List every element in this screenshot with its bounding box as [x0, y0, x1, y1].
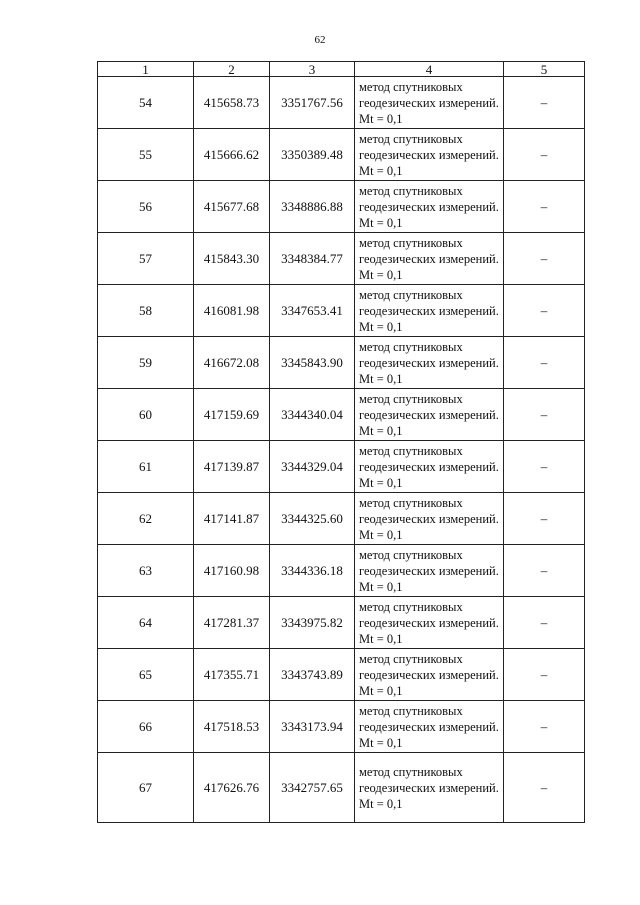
x-coordinate-cell: 415843.30 — [194, 233, 270, 285]
table-row — [98, 649, 585, 701]
note-cell: – — [504, 337, 585, 389]
note-cell: – — [504, 285, 585, 337]
point-number-cell: 60 — [98, 389, 194, 441]
table-row — [98, 545, 585, 597]
note-cell: – — [504, 753, 585, 823]
y-coordinate-cell: 3342757.65 — [270, 753, 355, 823]
table-row — [98, 77, 585, 129]
y-coordinate-cell: 3344329.04 — [270, 441, 355, 493]
x-coordinate-cell: 417159.69 — [194, 389, 270, 441]
table-header-row — [98, 62, 585, 77]
note-cell: – — [504, 441, 585, 493]
column-header: 4 — [355, 62, 504, 77]
table-row — [98, 597, 585, 649]
table-row — [98, 181, 585, 233]
y-coordinate-cell: 3343173.94 — [270, 701, 355, 753]
method-cell: метод спутниковых геодезических измерений. Mt = 0,1 — [355, 597, 504, 649]
x-coordinate-cell: 416081.98 — [194, 285, 270, 337]
method-cell: метод спутниковых геодезических измерений. Mt = 0,1 — [355, 233, 504, 285]
method-cell: метод спутниковых геодезических измерений. Mt = 0,1 — [355, 753, 504, 823]
column-header: 2 — [194, 62, 270, 77]
x-coordinate-cell: 415666.62 — [194, 129, 270, 181]
point-number-cell: 57 — [98, 233, 194, 285]
method-cell: метод спутниковых геодезических измерений. Mt = 0,1 — [355, 129, 504, 181]
method-cell: метод спутниковых геодезических измерений. Mt = 0,1 — [355, 77, 504, 129]
note-cell: – — [504, 181, 585, 233]
method-cell: метод спутниковых геодезических измерений. Mt = 0,1 — [355, 701, 504, 753]
y-coordinate-cell: 3344340.04 — [270, 389, 355, 441]
method-cell: метод спутниковых геодезических измерений. Mt = 0,1 — [355, 181, 504, 233]
note-cell: – — [504, 493, 585, 545]
point-number-cell: 63 — [98, 545, 194, 597]
note-cell: – — [504, 701, 585, 753]
x-coordinate-cell: 416672.08 — [194, 337, 270, 389]
note-cell: – — [504, 77, 585, 129]
column-header: 5 — [504, 62, 585, 77]
note-cell: – — [504, 389, 585, 441]
y-coordinate-cell: 3344325.60 — [270, 493, 355, 545]
note-cell: – — [504, 233, 585, 285]
y-coordinate-cell: 3348384.77 — [270, 233, 355, 285]
point-number-cell: 66 — [98, 701, 194, 753]
note-cell: – — [504, 129, 585, 181]
y-coordinate-cell: 3343743.89 — [270, 649, 355, 701]
x-coordinate-cell: 417141.87 — [194, 493, 270, 545]
point-number-cell: 64 — [98, 597, 194, 649]
note-cell: – — [504, 649, 585, 701]
point-number-cell: 55 — [98, 129, 194, 181]
method-cell: метод спутниковых геодезических измерений. Mt = 0,1 — [355, 545, 504, 597]
method-cell: метод спутниковых геодезических измерений. Mt = 0,1 — [355, 441, 504, 493]
point-number-cell: 61 — [98, 441, 194, 493]
point-number-cell: 65 — [98, 649, 194, 701]
x-coordinate-cell: 417355.71 — [194, 649, 270, 701]
x-coordinate-cell: 417160.98 — [194, 545, 270, 597]
method-cell: метод спутниковых геодезических измерений. Mt = 0,1 — [355, 389, 504, 441]
method-cell: метод спутниковых геодезических измерений. Mt = 0,1 — [355, 285, 504, 337]
point-number-cell: 67 — [98, 753, 194, 823]
y-coordinate-cell: 3345843.90 — [270, 337, 355, 389]
table-row — [98, 753, 585, 823]
table-body — [98, 62, 585, 823]
x-coordinate-cell: 417626.76 — [194, 753, 270, 823]
column-header: 1 — [98, 62, 194, 77]
method-cell: метод спутниковых геодезических измерений. Mt = 0,1 — [355, 649, 504, 701]
table-row — [98, 285, 585, 337]
point-number-cell: 58 — [98, 285, 194, 337]
y-coordinate-cell: 3343975.82 — [270, 597, 355, 649]
point-number-cell: 59 — [98, 337, 194, 389]
x-coordinate-cell: 415658.73 — [194, 77, 270, 129]
point-number-cell: 54 — [98, 77, 194, 129]
table-row — [98, 701, 585, 753]
method-cell: метод спутниковых геодезических измерений. Mt = 0,1 — [355, 337, 504, 389]
table-row — [98, 233, 585, 285]
x-coordinate-cell: 417518.53 — [194, 701, 270, 753]
point-number-cell: 62 — [98, 493, 194, 545]
table-row — [98, 129, 585, 181]
note-cell: – — [504, 545, 585, 597]
table-row — [98, 337, 585, 389]
x-coordinate-cell: 415677.68 — [194, 181, 270, 233]
table-row — [98, 389, 585, 441]
y-coordinate-cell: 3347653.41 — [270, 285, 355, 337]
column-header: 3 — [270, 62, 355, 77]
y-coordinate-cell: 3344336.18 — [270, 545, 355, 597]
table-row — [98, 493, 585, 545]
method-cell: метод спутниковых геодезических измерений. Mt = 0,1 — [355, 493, 504, 545]
y-coordinate-cell: 3351767.56 — [270, 77, 355, 129]
coordinates-table — [97, 61, 585, 823]
y-coordinate-cell: 3348886.88 — [270, 181, 355, 233]
x-coordinate-cell: 417281.37 — [194, 597, 270, 649]
y-coordinate-cell: 3350389.48 — [270, 129, 355, 181]
table-row — [98, 441, 585, 493]
x-coordinate-cell: 417139.87 — [194, 441, 270, 493]
note-cell: – — [504, 597, 585, 649]
page-number: 62 — [314, 34, 326, 46]
point-number-cell: 56 — [98, 181, 194, 233]
